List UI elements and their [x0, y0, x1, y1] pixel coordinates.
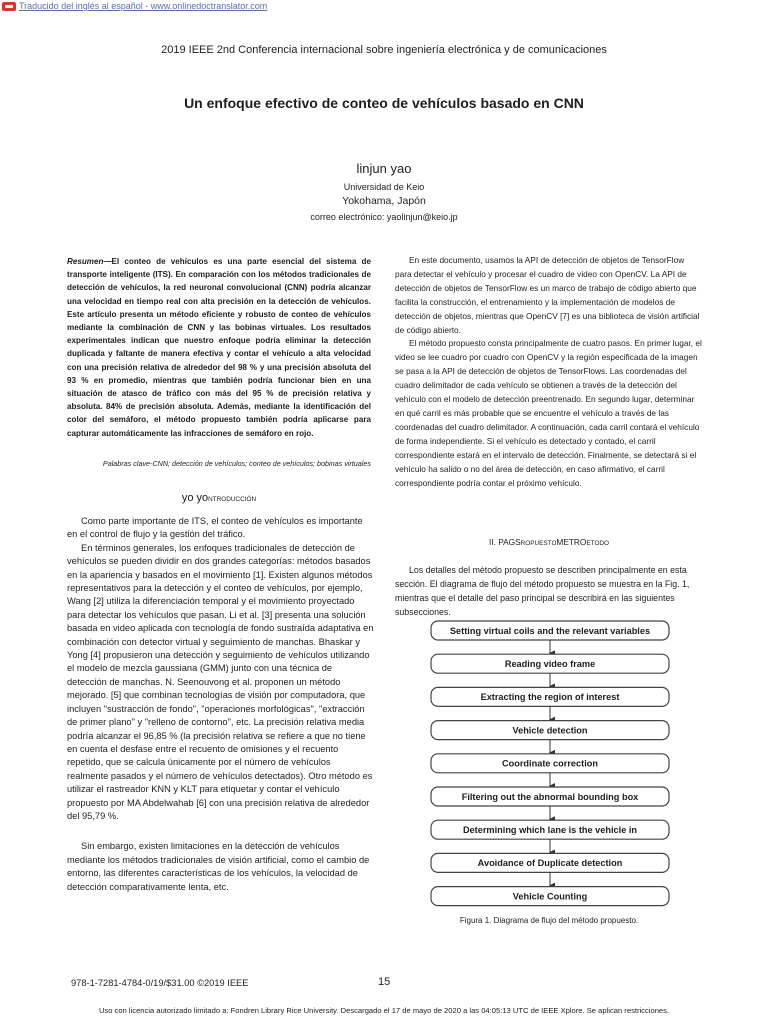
flowchart-step-label: Avoidance of Duplicate detection — [477, 858, 623, 869]
flowchart-step-label: Extracting the region of interest — [480, 692, 620, 703]
section-1-heading-rest: NTRODUCCIÓN — [208, 496, 257, 503]
footer-isbn: 978-1-7281-4784-0/19/$31.00 ©2019 IEEE — [71, 978, 249, 988]
flowchart-step-label: Vehicle detection — [512, 725, 588, 736]
flowchart-step-label: Reading video frame — [504, 659, 596, 669]
flowchart-step-label: Setting virtual coils and the relevant variables — [449, 625, 651, 636]
section-2-p1: AGS — [503, 537, 521, 547]
section-2-p2: ROPUESTO — [520, 540, 557, 547]
left-column-body — [67, 515, 374, 894]
author-email: correo electrónico: yaolinjun@keio.jp — [310, 212, 458, 222]
abstract-label: Resumen — [67, 257, 104, 266]
paragraph: Sin embargo, existen limitaciones en la detección de vehículos mediante los métodos tradicionales de visión artificial, como el cambio de entorno, las diferentes características de los vehículos, la velocidad de detección comparativamente lenta, etc. — [67, 841, 370, 892]
translator-logo-icon — [2, 2, 16, 11]
paragraph: Los detalles del método propuesto se describen principalmente en esta sección. El diagrama de flujo del método propuesto se muestra en la Fig. 1, mientras que el detalle del paso principal se describirá en las siguientes subsecciones. — [395, 564, 690, 617]
author-city: Yokohama, Japón — [342, 195, 426, 207]
paragraph: Como parte importante de ITS, el conteo de vehículos es importante en el control de flujo y la gestión del tráfico. — [67, 516, 363, 540]
section-2-num: II. P — [489, 537, 504, 547]
paragraph: En este documento, usamos la API de detección de objetos de TensorFlow para detectar el vehículo y procesar el cuadro de video con OpenCV. La API de detección de objetos de TensorFlow es un marco de trabajo de código abierto que facilita la construcción, el entrenamiento y la implementación de modelos de detección de objetos, mientras que OpenCV [7] es una biblioteca de visión artificial de código abierto. — [395, 255, 700, 335]
section-2-body — [395, 555, 703, 628]
section-1-heading — [67, 492, 371, 504]
paper-title: Un enfoque efectivo de conteo de vehículos basado en CNN — [184, 95, 584, 111]
conference-name: 2019 IEEE 2nd Conferencia internacional sobre ingeniería electrónica y de comunicaciones — [161, 44, 607, 56]
keywords: Palabras clave-CNN; detección de vehículos; conteo de vehículos; bobinas virtuales — [102, 459, 371, 468]
translation-bar[interactable] — [2, 0, 267, 12]
paragraph: En términos generales, los enfoques tradicionales de detección de vehículos se pueden dividir en dos grandes categorías: métodos basados en la apariencia y basados en el movimiento [1]. Existen algunos métodos representativos para la detección y el conteo de vehículos, por ejemplo, Wang [2] utiliza la diferenciación temporal y el movimiento proyectado para detectar los vehículos que pasan. Li et al. [3] presenta una solución basada en video aplicada con tecnología de fondo sustraída adaptativa en combinación con detector virtual y seguimiento de manchas. Bhaskar y Yong [4] propusieron una detección y seguimiento de vehículos utilizando el modelo de mezcla gaussiana (GMM) junto con una técnica de detección de manchas. N. Seenouvong et al. proponen un método mejorado. [5] que combinan tecnologías de visión por computadora, que incluyen "sustracción de fondo", "operaciones morfológicas", "extracción de primer plano" y "relleno de contorno", etc. La precisión relativa media podría alcanzar el 96,85 % (la precisión relativa se refiere a que no tiene en cuenta el desfase entre el recuento de omisiones y el recuento repetido, que se calcula únicamente por el número de vehículos realmente pasados y el número de vehículos detectados). Otro método es utilizar el rastreador KNN y KLT para etiquetar y contar el vehículo propuesto por MA Abdelwahab [6] con una precisión relativa de alrededor del 95,79 %. — [67, 542, 374, 821]
section-2-p4: ETODO — [586, 540, 609, 547]
paragraph: El método propuesto consta principalmente de cuatro pasos. En primer lugar, el video se lee cuadro por cuadro con OpenCV y la región especificada de la imagen se pasa a la API de detección de objetos de TensorFlows. Las coordenadas del cuadro delimitador de cada vehículo se obtienen a través de la detección del vehículo con el modelo de detección preentrenado. En segundo lugar, determinar en qué carril es más probable que se encuentre el vehículo a través de las coordenadas del cuadro delimitador. A continuación, cada carril contará el vehículo de forma independiente. Si el vehículo es detectado y contado, el carril correspondiente estará en el intervalo de detección. Finalmente, se detectará si el vehículo ha salido o no del área de detección, en caso afirmativo, el carril correspondiente podría contar el próximo vehículo. — [395, 338, 702, 488]
section-1-heading-prefix: yo yo — [181, 492, 209, 504]
flowchart-step-label: Determining which lane is the vehicle in — [462, 825, 638, 835]
page-number: 15 — [378, 976, 391, 988]
section-2-heading — [395, 537, 703, 547]
translation-link[interactable]: Traducido del inglés al español - www.onlinedoctranslator.com — [19, 1, 268, 11]
section-2-p3: METRO — [556, 537, 587, 547]
flowchart-step-label: Vehicle Counting — [512, 891, 588, 902]
right-column-body — [395, 254, 703, 490]
author-name: linjun yao — [356, 161, 412, 176]
flowchart-step-label: Filtering out the abnormal bounding box — [461, 791, 639, 802]
flowchart-step-label: Coordinate correction — [502, 758, 598, 769]
author-affiliation: Universidad de Keio — [343, 182, 425, 192]
figure-caption: Figura 1. Diagrama de flujo del método propuesto. — [459, 916, 639, 925]
abstract — [67, 255, 371, 440]
flowchart-diagram — [430, 620, 670, 910]
license-notice: Uso con licencia autorizado limitado a: Fondren Library Rice University. Descargado el 17 de mayo de 2020 a las 04:05:13 UTC de IEEE Xplore. Se aplican restricciones. — [98, 1006, 670, 1015]
abstract-text: —El conteo de vehículos es una parte esencial del sistema de transporte inteligente (ITS). En comparación con los métodos tradicionales de detección de vehículos, la red neuronal convolucional (CNN) podría alcanzar una velocidad en tiempo real con alta precisión en la detección de vehículos. Este artículo presenta un método eficiente y robusto de conteo de vehículos mediante la combinación de CNN y las bobinas virtuales. Los resultados experimentales indican que nuestro enfoque podría eliminar la detección duplicada y faltante de manera efectiva y contar el vehículo a alta velocidad con una precisión relativa de alrededor del 98 % y una precisión absoluta del 93 % en promedio, mientras que también podría funcionar bien en una situación de atasco de tráfico con más del 95 % de precisión relativa y absoluta. 84% de precisión absoluta. Además, mediante la identificación del color del semáforo, el método propuesto también podría aplicarse para capturar automáticamente las infracciones de semáforo en rojo. — [67, 257, 371, 438]
